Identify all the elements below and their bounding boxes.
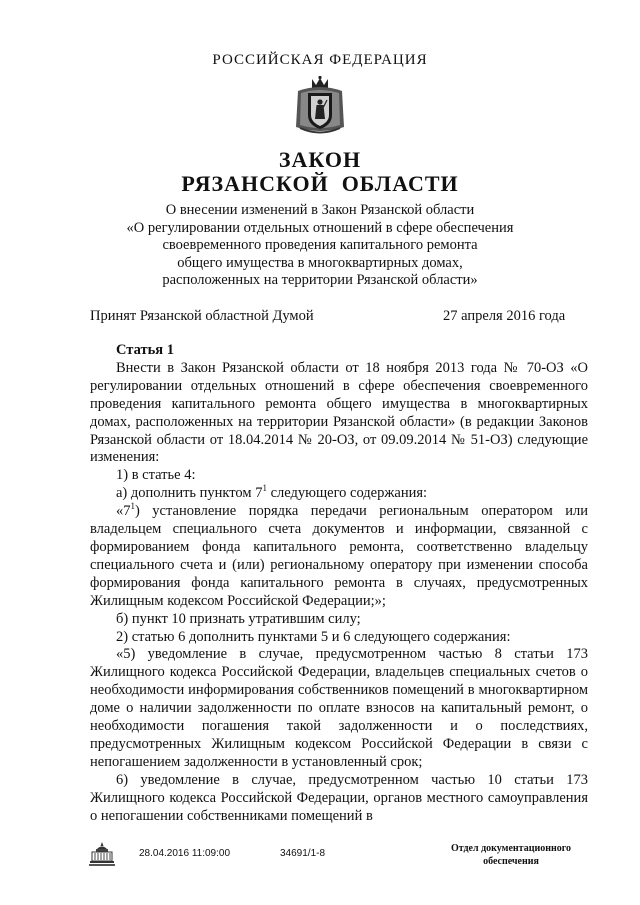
subject-line: общего имущества в многоквартирных домах, [177, 254, 463, 271]
ryazan-duma-building-icon [88, 840, 116, 868]
department-line: Отдел документационного [450, 843, 572, 854]
article-heading: Статья 1 [116, 342, 174, 358]
adopted-by: Принят Рязанской областной Думой [90, 308, 314, 324]
adoption-date: 27 апреля 2016 года [443, 308, 566, 324]
paragraph-text: следующего содержания: [266, 485, 428, 502]
paragraph [90, 485, 588, 503]
registration-code: 34691/1-8 [280, 848, 326, 859]
subject-line: своевременного проведения капитального ремонта [162, 237, 478, 253]
law-title [0, 148, 640, 196]
paragraph [90, 503, 588, 610]
department-line: обеспечения [483, 856, 539, 867]
ryazan-coat-of-arms-icon [290, 75, 350, 137]
subject-line: расположенных на территории Рязанской области» [162, 272, 478, 288]
paragraph: б) пункт 10 признать утратившим силу; [116, 610, 361, 627]
law-title-line1: ЗАКОН [278, 147, 362, 172]
paragraph: «5) уведомление в случае, предусмотренном частью 8 статьи 173 Жилищного кодекса Российской Федерации, владельцев специальных счетов о необходимости информирования собственников помещений в многоквартирном доме о наличии задолженности по оплате взносов на капитальный ремонт, о необходимости погашения такой задолженности и о последствиях, предусмотренных Жилищным кодексом Российской Федерации в связи с непогашением задолженности в установленный срок; [90, 646, 588, 770]
department-stamp [436, 842, 586, 868]
paragraph-text: ) установление порядка передачи региональным оператором или владельцем специального счета документов и информации, связанной с формированием фонда капитального ремонта, соответственно владельцу специального счета и (или) региональному оператору при изменении способа формирования фонда капитального ремонта в случаях, предусмотренных Жилищным кодексом Российской Федерации;»; [90, 503, 588, 609]
paragraph: 2) статью 6 дополнить пунктами 5 и 6 следующего содержания: [116, 628, 511, 645]
paragraph: Внести в Закон Рязанской области от 18 ноября 2013 года № 70-ОЗ «О регулировании отдельных отношений в сфере обеспечения своевременного проведения капитального ремонта общего имущества в многоквартирных домах, расположенных на территории Рязанской области» (в редакции Законов Рязанской области от 18.04.2014 № 20-ОЗ, от 09.09.2014 № 51-ОЗ) следующие изменения: [90, 359, 588, 466]
law-title-line2: РЯЗАНСКОЙ ОБЛАСТИ [181, 171, 459, 196]
paragraph-text: «7 [116, 503, 131, 520]
paragraph-text: а) дополнить пунктом 7 [116, 485, 263, 502]
subject-line: «О регулировании отдельных отношений в сфере обеспечения [126, 219, 514, 236]
paragraph: 6) уведомление в случае, предусмотренном частью 10 статьи 173 Жилищного кодекса Российской Федерации, органов местного самоуправления о непогашении собственниками помещений в [90, 771, 588, 824]
superscript: 1 [262, 483, 267, 494]
law-subject [100, 202, 540, 290]
registration-datetime: 28.04.2016 11:09:00 [139, 848, 231, 859]
paragraph: 1) в статье 4: [116, 467, 196, 484]
superscript: 1 [130, 501, 135, 512]
country-heading: РОССИЙСКАЯ ФЕДЕРАЦИЯ [212, 52, 428, 68]
subject-line: О внесении изменений в Закон Рязанской области [165, 202, 475, 218]
article-body [90, 342, 588, 825]
